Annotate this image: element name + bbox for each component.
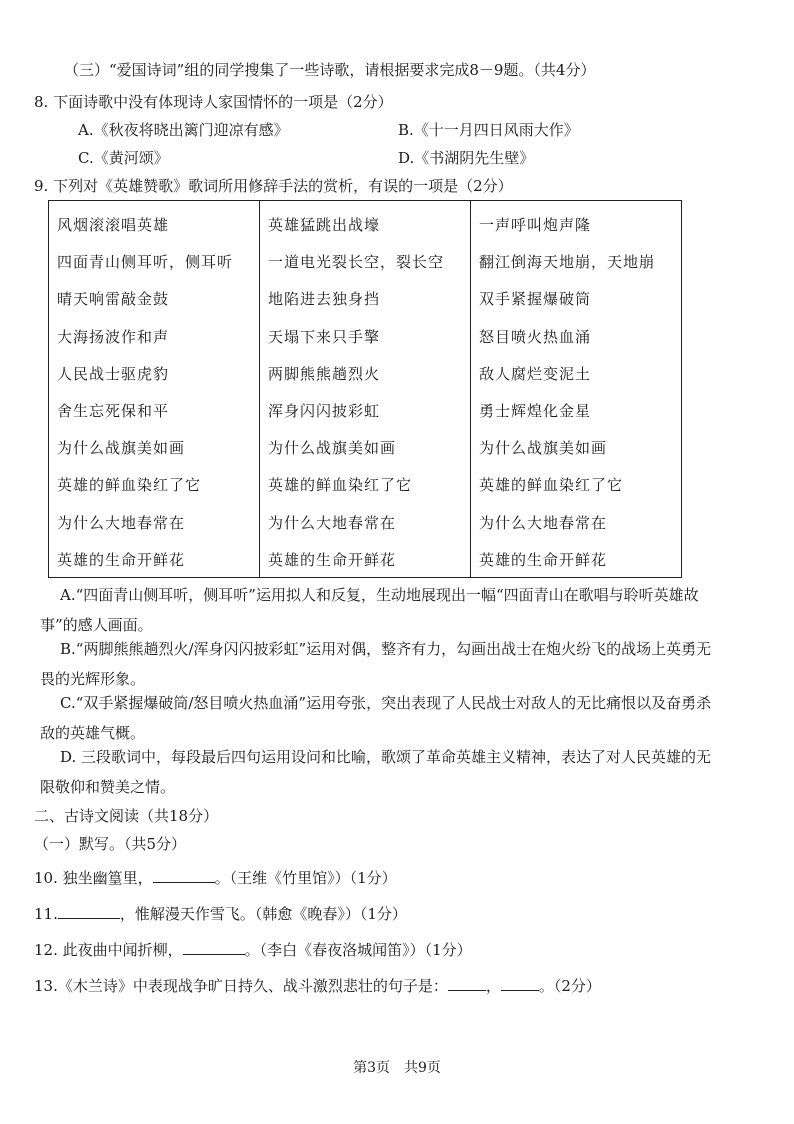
lyric-line: 为什么战旗美如画 [57, 439, 186, 458]
q13 [34, 976, 601, 996]
q8-option-a: A.《秋夜将晓出篱门迎凉有感》 [78, 121, 289, 139]
lyric-line: 怒目喷火热血涌 [479, 327, 592, 346]
lyric-line: 一声呼叫炮声隆 [479, 216, 592, 234]
q12-text: 12. 此夜曲中闻折柳， [34, 941, 183, 959]
lyrics-column-3 [471, 201, 681, 577]
lyrics-table [48, 200, 682, 578]
q10-text: 10. 独坐幽篁里， [34, 869, 153, 887]
lyric-line: 双手紧握爆破筒 [479, 290, 592, 309]
lyric-line: 英雄的鲜血染红了它 [268, 476, 413, 495]
lyric-line: 人民战士驱虎豹 [57, 364, 170, 383]
q13-points: 。（2分） [538, 977, 601, 995]
q8-option-b: B.《十一月四日风雨大作》 [398, 121, 579, 139]
lyric-line: 为什么大地春常在 [479, 513, 608, 532]
q9-stem: 9. 下列对《英雄赞歌》歌词所用修辞手法的赏析，有误的一项是（2分） [34, 177, 513, 195]
lyric-line: 英雄猛跳出战壕 [268, 216, 381, 234]
q13-blank-1[interactable] [448, 976, 486, 991]
lyrics-column-1 [49, 201, 260, 577]
lyrics-column-2 [260, 201, 471, 577]
q10-blank[interactable] [153, 868, 215, 883]
q9-option-c: C.“双手紧握爆破筒/怒目喷火热血涌”运用夸张，突出表现了人民战士对敌人的无比痛恨以及奋勇杀敌的英雄气概。 [40, 694, 712, 742]
lyric-line: 大海扬波作和声 [57, 327, 170, 346]
q8-stem: 8. 下面诗歌中没有体现诗人家国情怀的一项是（2分） [34, 93, 393, 111]
lyric-line: 勇士辉煌化金星 [479, 401, 592, 420]
lyric-line: 浑身闪闪披彩虹 [268, 401, 381, 420]
q9-option-b: B.“两脚熊熊趟烈火/浑身闪闪披彩虹”运用对偶，整齐有力，勾画出战士在炮火纷飞的战场上英勇无畏的光辉形象。 [40, 640, 712, 688]
lyric-line: 英雄的生命开鲜花 [57, 550, 186, 569]
lyric-line: 为什么战旗美如画 [479, 439, 608, 458]
q13-text: 13.《木兰诗》中表现战争旷日持久、战斗激烈悲壮的句子是： [34, 977, 448, 995]
q8-option-d: D.《书湖阴先生壁》 [398, 149, 535, 167]
lyric-line: 地陷进去独身挡 [268, 290, 381, 309]
lyric-line: 晴天响雷敲金鼓 [57, 290, 170, 309]
q11-text: ，惟解漫天作雪飞。（韩愈《晚春》）（1分） [119, 905, 407, 923]
q11-blank[interactable] [58, 904, 120, 919]
q12-source: 。（李白《春夜洛城闻笛》）（1分） [244, 941, 472, 959]
lyric-line: 为什么大地春常在 [57, 513, 186, 532]
q10 [34, 868, 397, 888]
lyric-line: 天塌下来只手擎 [268, 327, 381, 346]
lyric-line: 英雄的鲜血染红了它 [479, 476, 624, 495]
q12 [34, 940, 472, 960]
group-intro: （三）“爱国诗词”组的同学搜集了一些诗歌，请根据要求完成8－9题。（共4分） [64, 61, 596, 79]
section2-sub: （一）默写。（共5分） [34, 835, 187, 853]
q8-option-c: C.《黄河颂》 [78, 149, 169, 167]
q9-option-d: D. 三段歌词中，每段最后四句运用设问和比喻，歌颂了革命英雄主义精神，表达了对人民英雄的无限敬仰和赞美之情。 [40, 748, 712, 796]
lyric-line: 一道电光裂长空，裂长空 [268, 253, 445, 272]
q12-blank[interactable] [183, 940, 245, 955]
lyric-line: 英雄的生命开鲜花 [268, 550, 397, 569]
lyric-line: 风烟滚滚唱英雄 [57, 216, 170, 234]
q10-source: 。（王维《竹里馆》）（1分） [214, 869, 397, 887]
page-footer: 第3页 共9页 [353, 1060, 441, 1076]
lyric-line: 四面青山侧耳听，侧耳听 [57, 253, 234, 272]
q13-blank-2[interactable] [501, 976, 539, 991]
lyric-line: 两脚熊熊趟烈火 [268, 364, 381, 383]
q9-option-a: A.“四面青山侧耳听，侧耳听”运用拟人和反复，生动地展现出一幅“四面青山在歌唱与聆听英雄故事”的感人画面。 [40, 586, 699, 634]
lyric-line: 英雄的生命开鲜花 [479, 550, 608, 569]
q11 [34, 904, 407, 924]
lyric-line: 为什么战旗美如画 [268, 439, 397, 458]
section2-title: 二、古诗文阅读（共18分） [34, 807, 219, 825]
lyric-line: 为什么大地春常在 [268, 513, 397, 532]
q11-number: 11. [34, 905, 58, 923]
lyric-line: 翻江倒海天地崩，天地崩 [479, 253, 656, 272]
lyric-line: 敌人腐烂变泥土 [479, 364, 592, 383]
lyric-line: 舍生忘死保和平 [57, 401, 170, 420]
lyric-line: 英雄的鲜血染红了它 [57, 476, 202, 495]
q13-separator: ， [485, 977, 501, 995]
